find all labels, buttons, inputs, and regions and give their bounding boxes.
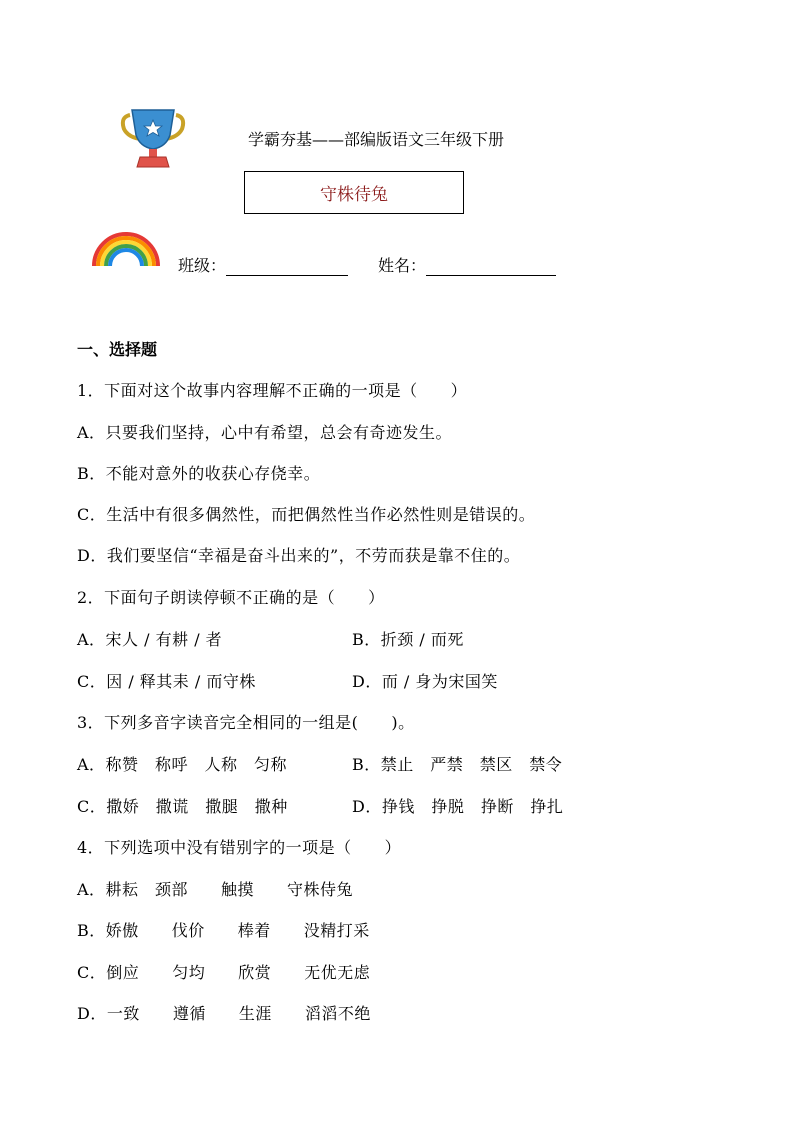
lesson-title-box [244, 171, 464, 214]
class-label: 班级： [178, 256, 227, 275]
option: D．挣钱 挣脱 挣断 挣扎 [352, 797, 564, 816]
option: B．不能对意外的收获心存侥幸。 [77, 464, 321, 483]
option: B．禁止 严禁 禁区 禁令 [352, 755, 563, 774]
option: A．只要我们坚持，心中有希望，总会有奇迹发生。 [77, 423, 453, 442]
option: D．一致 遵循 生涯 滔滔不绝 [77, 1004, 371, 1023]
trophy-icon [120, 107, 186, 169]
section-heading: 一、选择题 [77, 340, 158, 359]
option: C．生活中有很多偶然性，而把偶然性当作必然性则是错误的。 [77, 505, 536, 524]
class-field[interactable] [226, 257, 348, 276]
lesson-title: 守株待兔 [320, 185, 388, 205]
option: A．称赞 称呼 人称 匀称 [77, 755, 288, 774]
option: A．耕耘 颈部 触摸 守株侍兔 [77, 880, 354, 899]
main-title: 学霸夯基——部编版语文三年级下册 [248, 130, 505, 149]
question-stem: 3．下列多音字读音完全相同的一组是( )。 [77, 713, 415, 732]
option: D．而 / 身为宋国笑 [352, 672, 498, 691]
option: B．折颈 / 而死 [352, 630, 464, 649]
rainbow-icon [90, 226, 162, 268]
option: C．倒应 匀均 欣赏 无优无虑 [77, 963, 371, 982]
question-stem: 1．下面对这个故事内容理解不正确的一项是（ ） [77, 381, 468, 400]
option: C．因 / 释其耒 / 而守株 [77, 672, 256, 691]
option: D．我们要坚信“幸福是奋斗出来的”，不劳而获是靠不住的。 [77, 546, 521, 565]
question-stem: 4．下列选项中没有错别字的一项是（ ） [77, 838, 402, 857]
name-field[interactable] [426, 257, 556, 276]
option: A．宋人 / 有耕 / 者 [77, 630, 223, 649]
question-stem: 2．下面句子朗读停顿不正确的是（ ） [77, 588, 385, 607]
name-label: 姓名： [378, 256, 427, 275]
student-info-row [178, 253, 556, 276]
option: C．撒娇 撒谎 撒腿 撒种 [77, 797, 288, 816]
option: B．娇傲 伐价 棒着 没精打采 [77, 921, 370, 940]
